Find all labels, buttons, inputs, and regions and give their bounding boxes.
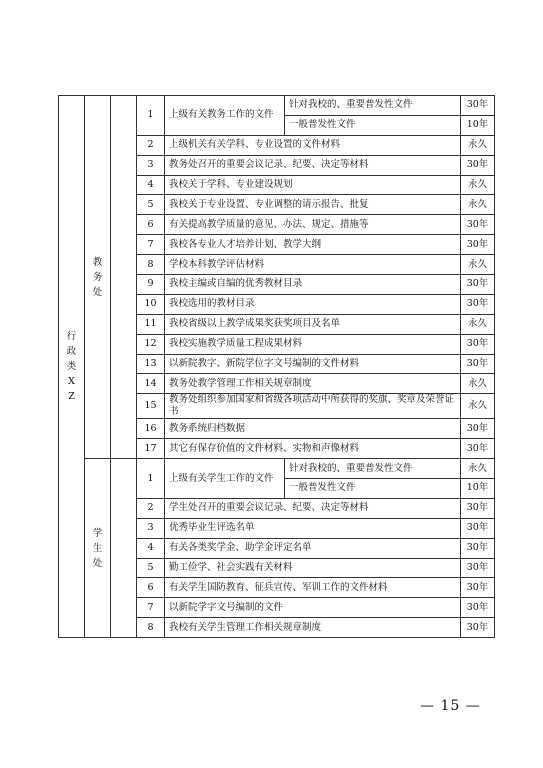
retention-period: 30年 xyxy=(461,419,495,439)
item-number: 12 xyxy=(137,334,165,354)
retention-table xyxy=(58,95,495,638)
item-content: 我校省级以上教学成果奖获奖项目及名单 xyxy=(165,314,461,334)
retention-period: 永久 xyxy=(461,175,495,195)
retention-period: 30年 xyxy=(461,598,495,618)
item-content: 有关各类奖学金、助学金评定名单 xyxy=(165,538,461,558)
retention-period: 永久 xyxy=(461,394,495,419)
item-number: 10 xyxy=(137,294,165,314)
retention-period: 30年 xyxy=(461,354,495,374)
item-number: 1 xyxy=(137,96,165,136)
item-content: 教务处教学管理工作相关规章制度 xyxy=(165,374,461,394)
retention-period: 30年 xyxy=(461,155,495,175)
item-number: 15 xyxy=(137,394,165,419)
item-number: 7 xyxy=(137,235,165,255)
item-number: 7 xyxy=(137,598,165,618)
category-label: 行政类XZ xyxy=(66,331,77,403)
item-number: 5 xyxy=(137,558,165,578)
item-content: 我校各专业人才培养计划、教学大纲 xyxy=(165,235,461,255)
retention-period: 30年 xyxy=(461,618,495,638)
retention-period: 10年 xyxy=(461,115,495,135)
item-content: 学校本科教学评估材料 xyxy=(165,255,461,275)
page-number: — 15 — xyxy=(420,698,481,714)
item-content: 教务处组织参加国家和省级各项活动中所获得的奖旗、奖章及荣誉证书 xyxy=(165,394,461,419)
item-content: 我校选用的教材目录 xyxy=(165,294,461,314)
blank-column-cell xyxy=(111,96,137,459)
item-number: 16 xyxy=(137,419,165,439)
item-content: 上级有关学生工作的文件 xyxy=(165,459,285,499)
item-content: 以新院学字文号编制的文件 xyxy=(165,598,461,618)
retention-period: 永久 xyxy=(461,459,495,479)
department-cell xyxy=(85,96,111,459)
retention-period: 永久 xyxy=(461,374,495,394)
item-content: 以新院教字、新院学位字文号编制的文件材料 xyxy=(165,354,461,374)
item-condition: 针对我校的、重要普发性文件 xyxy=(285,96,461,116)
retention-period: 30年 xyxy=(461,334,495,354)
item-content: 有关学生国防教育、征兵宣传、军训工作的文件材料 xyxy=(165,578,461,598)
item-content: 上级有关教务工作的文件 xyxy=(165,96,285,136)
item-number: 4 xyxy=(137,538,165,558)
retention-period: 永久 xyxy=(461,255,495,275)
retention-period: 永久 xyxy=(461,135,495,155)
retention-period: 30年 xyxy=(461,518,495,538)
blank-column-cell xyxy=(111,459,137,638)
retention-period: 10年 xyxy=(461,479,495,499)
retention-period: 30年 xyxy=(461,578,495,598)
retention-period: 30年 xyxy=(461,439,495,459)
department-label: 教务处 xyxy=(92,256,103,298)
item-content: 优秀毕业生评选名单 xyxy=(165,518,461,538)
table-row xyxy=(59,96,495,116)
item-number: 8 xyxy=(137,255,165,275)
item-number: 2 xyxy=(137,135,165,155)
retention-period: 30年 xyxy=(461,294,495,314)
item-content: 上级机关有关学科、专业设置的文件材料 xyxy=(165,135,461,155)
item-content: 其它有保存价值的文件材料、实物和声像材料 xyxy=(165,439,461,459)
item-content: 教务处召开的重要会议记录、纪要、决定等材料 xyxy=(165,155,461,175)
item-condition: 一般普发性文件 xyxy=(285,115,461,135)
item-number: 6 xyxy=(137,215,165,235)
retention-period: 30年 xyxy=(461,215,495,235)
item-number: 6 xyxy=(137,578,165,598)
retention-period: 30年 xyxy=(461,498,495,518)
table-row xyxy=(59,459,495,479)
item-number: 3 xyxy=(137,518,165,538)
item-number: 8 xyxy=(137,618,165,638)
item-content: 我校主编或自编的优秀教材目录 xyxy=(165,275,461,295)
retention-period: 30年 xyxy=(461,558,495,578)
item-content: 我校关于学科、专业建设规划 xyxy=(165,175,461,195)
category-cell xyxy=(59,96,85,638)
item-number: 17 xyxy=(137,439,165,459)
department-label: 学生处 xyxy=(92,527,103,569)
item-content: 勤工俭学、社会实践有关材料 xyxy=(165,558,461,578)
item-number: 4 xyxy=(137,175,165,195)
retention-period: 30年 xyxy=(461,275,495,295)
item-number: 2 xyxy=(137,498,165,518)
item-condition: 针对我校的、重要普发性文件 xyxy=(285,459,461,479)
item-content: 学生处召开的重要会议记录、纪要、决定等材料 xyxy=(165,498,461,518)
item-content: 我校实施教学质量工程成果材料 xyxy=(165,334,461,354)
retention-period: 30年 xyxy=(461,538,495,558)
department-cell xyxy=(85,459,111,638)
item-number: 13 xyxy=(137,354,165,374)
item-content: 我校有关学生管理工作相关规章制度 xyxy=(165,618,461,638)
retention-period: 永久 xyxy=(461,195,495,215)
item-content: 我校关于专业设置、专业调整的请示报告、批复 xyxy=(165,195,461,215)
retention-period: 30年 xyxy=(461,96,495,116)
item-number: 11 xyxy=(137,314,165,334)
retention-period: 永久 xyxy=(461,314,495,334)
item-content: 有关提高教学质量的意见、办法、规定、措施等 xyxy=(165,215,461,235)
item-number: 3 xyxy=(137,155,165,175)
item-number: 5 xyxy=(137,195,165,215)
item-content: 教务系统归档数据 xyxy=(165,419,461,439)
item-number: 1 xyxy=(137,459,165,499)
item-condition: 一般普发性文件 xyxy=(285,479,461,499)
retention-period: 30年 xyxy=(461,235,495,255)
item-number: 14 xyxy=(137,374,165,394)
item-number: 9 xyxy=(137,275,165,295)
